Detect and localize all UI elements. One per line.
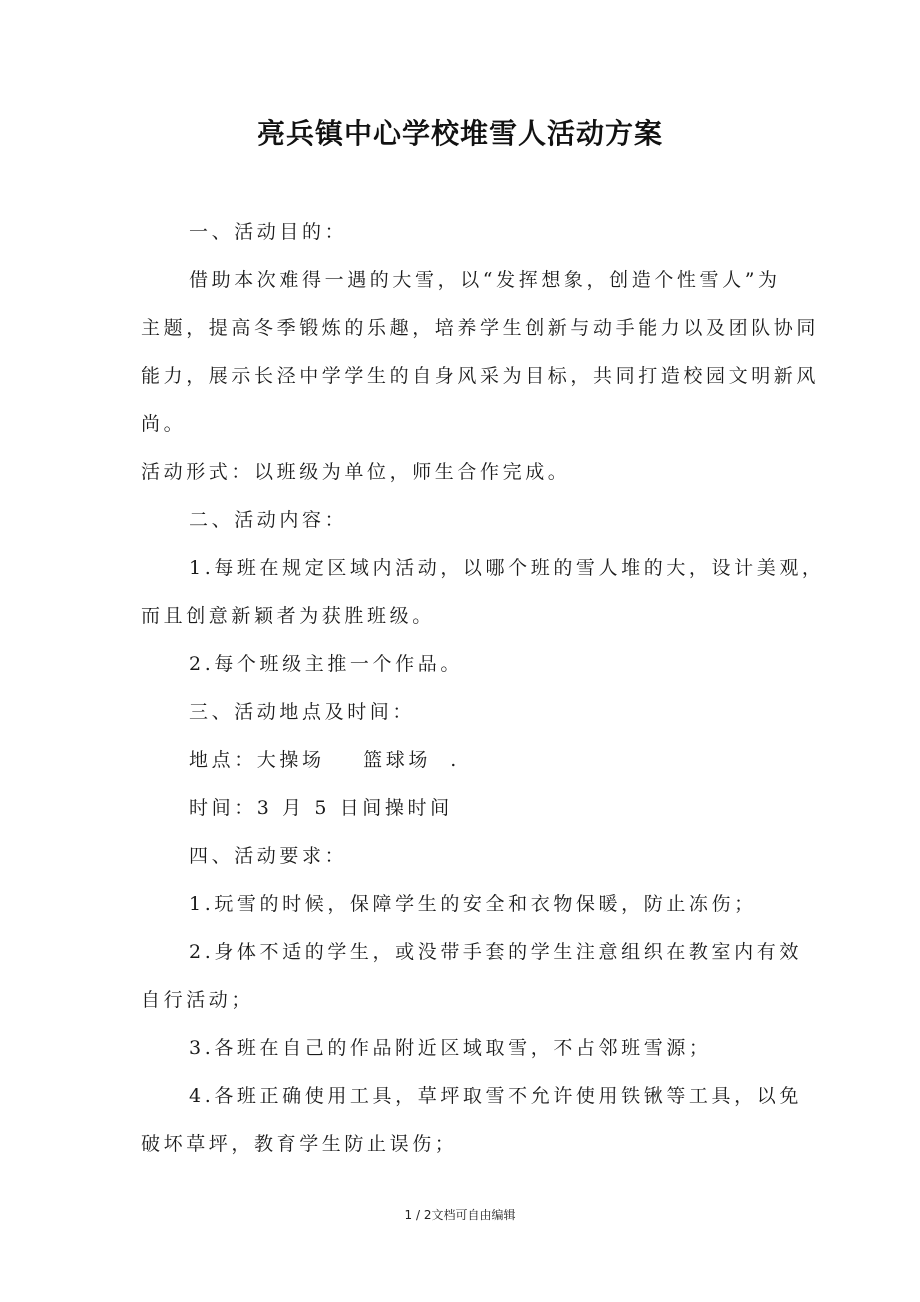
- section-heading-purpose: 一、活动目的：: [189, 221, 348, 243]
- paragraph-line: 主题，提高冬季锻炼的乐趣，培养学生创新与动手能力以及团队协同: [141, 317, 820, 339]
- list-item: 1.玩雪的时候，保障学生的安全和衣物保暖，防止冻伤；: [189, 893, 757, 915]
- paragraph-line: 能力，展示长泾中学学生的自身风采为目标，共同打造校园文明新风: [141, 365, 820, 387]
- section-heading-content: 二、活动内容：: [189, 509, 348, 531]
- location-line: 地点：大操场 篮球场 .: [189, 749, 460, 771]
- list-item: 4.各班正确使用工具，草坪取雪不允许使用铁锹等工具，以免: [189, 1085, 802, 1107]
- list-item: 2.每个班级主推一个作品。: [189, 653, 463, 675]
- time-line: 时间：3 月 5 日间操时间: [189, 797, 453, 819]
- list-item-continuation: 破坏草坪，教育学生防止误伤；: [141, 1133, 458, 1155]
- page-footer: 1 / 2文档可自由编辑: [404, 1208, 516, 1222]
- list-item: 3.各班在自己的作品附近区域取雪，不占邻班雪源；: [189, 1037, 712, 1059]
- section-heading-requirements: 四、活动要求：: [189, 845, 348, 867]
- paragraph-line: 借助本次难得一遇的大雪，以“发挥想象，创造个性雪人”为: [189, 269, 781, 291]
- paragraph-line: 尚。: [141, 413, 187, 435]
- section-heading-location-time: 三、活动地点及时间：: [189, 701, 416, 723]
- paragraph-line-activity-form: 活动形式：以班级为单位，师生合作完成。: [141, 461, 571, 483]
- list-item: 2.身体不适的学生，或没带手套的学生注意组织在教室内有效: [189, 941, 802, 963]
- list-item: 1.每班在规定区域内活动，以哪个班的雪人堆的大，设计美观，: [189, 557, 825, 579]
- list-item-continuation: 自行活动；: [141, 989, 255, 1011]
- list-item-continuation: 而且创意新颖者为获胜班级。: [141, 605, 435, 627]
- document-title: 亮兵镇中心学校堆雪人活动方案: [256, 117, 663, 150]
